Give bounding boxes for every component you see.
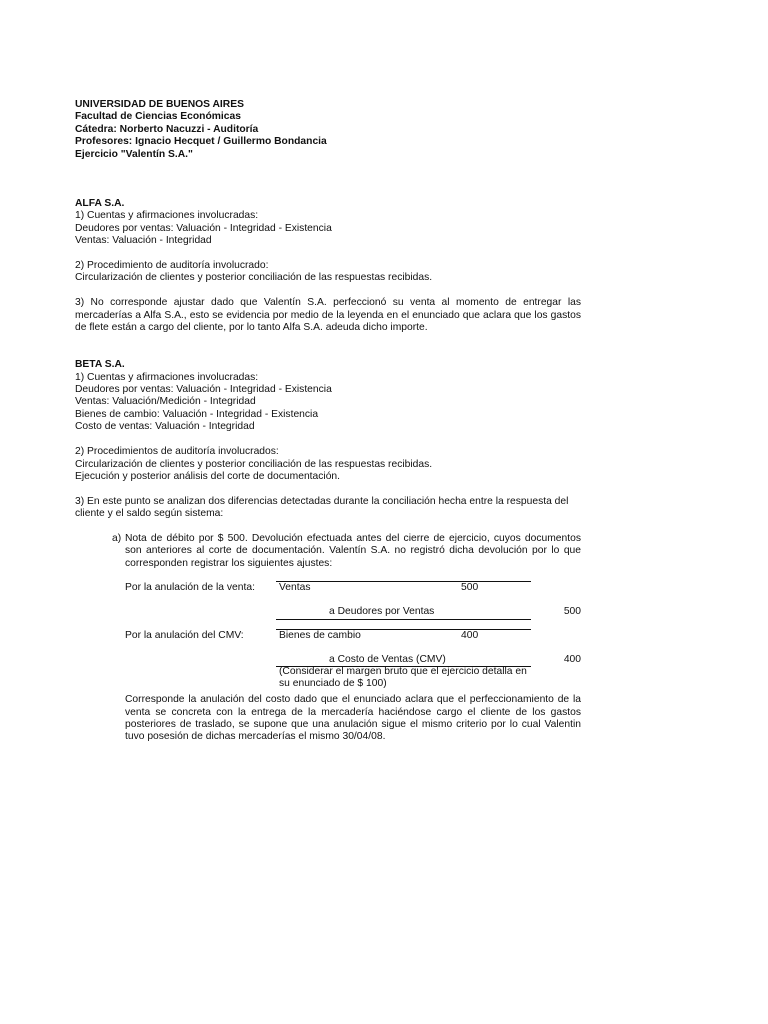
beta-q1-line4: Costo de ventas: Valuación - Integridad [75,421,255,433]
entry2-label: Por la anulación del CMV: [125,630,244,642]
entry1-label: Por la anulación de la venta: [125,582,255,594]
document-header [75,99,581,161]
journal-row [125,630,581,643]
entry1-credit-amount: 500 [563,606,581,618]
closing-paragraph: Corresponde la anulación del costo dado que el enunciado aclara que el perfeccionamiento de la venta se concreta con la entrega de la mercadería haciéndose cargo el cliente de los gastos posteriores de traslado, se supone que una anulación sigue el mismo criterio por lo cual Valentin tuvo posesión de dichas mercaderías el mismo 30/04/08. [125,694,581,743]
entry2-credit-account: a Costo de Ventas (CMV) [329,654,446,666]
university-name: UNIVERSIDAD DE BUENOS AIRES [75,99,244,110]
exercise-title: Ejercicio "Valentín S.A." [75,148,193,160]
entry1-debit-account: Ventas [279,582,311,594]
beta-q1-title: 1) Cuentas y afirmaciones involucradas: [75,371,259,383]
journal-row [125,582,581,595]
beta-q3-paragraph: 3) En este punto se analizan dos diferencias detectadas durante la conciliación hecha entre la respuesta del cliente y el saldo según sistema: [75,495,569,520]
alfa-q1-line1: Deudores por ventas: Valuación - Integridad - Existencia [75,222,332,234]
beta-q2-line1: Circularización de clientes y posterior conciliación de las respuestas recibidas. [75,458,433,470]
chair-name: Cátedra: Norberto Nacuzzi - Auditoría [75,123,259,135]
beta-q2-line2: Ejecución y posterior análisis del corte de documentación. [75,470,341,482]
alfa-q3-paragraph: 3) No corresponde ajustar dado que Valentín S.A. perfeccionó su venta al momento de entregar las mercaderías a Alfa S.A., esto se evidencia por medio de la leyenda en el enunciado que aclara que los gastos de flete están a cargo del cliente, por lo tanto Alfa S.A. adeuda dicho importe. [75,297,581,334]
section-beta [75,359,581,743]
beta-q1-line2: Ventas: Valuación/Medición - Integridad [75,396,256,408]
beta-q2-title: 2) Procedimientos de auditoría involucrados: [75,446,279,458]
entry1-debit-amount: 500 [461,582,479,594]
list-marker-a: a) [112,532,122,544]
faculty-name: Facultad de Ciencias Económicas [75,111,241,123]
section-title-beta: BETA S.A. [75,359,125,371]
beta-q1-line3: Bienes de cambio: Valuación - Integridad - Existencia [75,408,319,420]
alfa-q1-title: 1) Cuentas y afirmaciones involucradas: [75,210,259,222]
item-a-text: Nota de débito por $ 500. Devolución efectuada antes del cierre de ejercicio, cuyos documentos son anteriores al corte de documentación. Valentín S.A. no registró dicha devolución por lo que corresponden registrar los siguientes ajustes: [125,532,581,569]
section-title-alfa: ALFA S.A. [75,198,125,210]
alfa-q1-line2: Ventas: Valuación - Integridad [75,235,212,247]
beta-q1-line1: Deudores por ventas: Valuación - Integridad - Existencia [75,384,332,396]
section-alfa [75,198,581,334]
entry1-credit-account: a Deudores por Ventas [329,606,435,618]
professors: Profesores: Ignacio Hecquet / Guillermo Bondancia [75,136,327,148]
margin-note: (Considerar el margen bruto que el ejercicio detalla en su enunciado de $ 100) [279,666,527,689]
alfa-q2-title: 2) Procedimiento de auditoría involucrado: [75,260,269,272]
entry2-credit-amount: 400 [563,654,581,666]
journal-row [125,606,581,619]
entry2-debit-amount: 400 [461,630,479,642]
list-item-a [75,533,581,570]
journal-entries [125,580,581,689]
document-page [75,99,581,744]
alfa-q2-line1: Circularización de clientes y posterior conciliación de las respuestas recibidas. [75,272,433,284]
entry2-debit-account: Bienes de cambio [279,630,361,642]
journal-rule [276,619,531,620]
